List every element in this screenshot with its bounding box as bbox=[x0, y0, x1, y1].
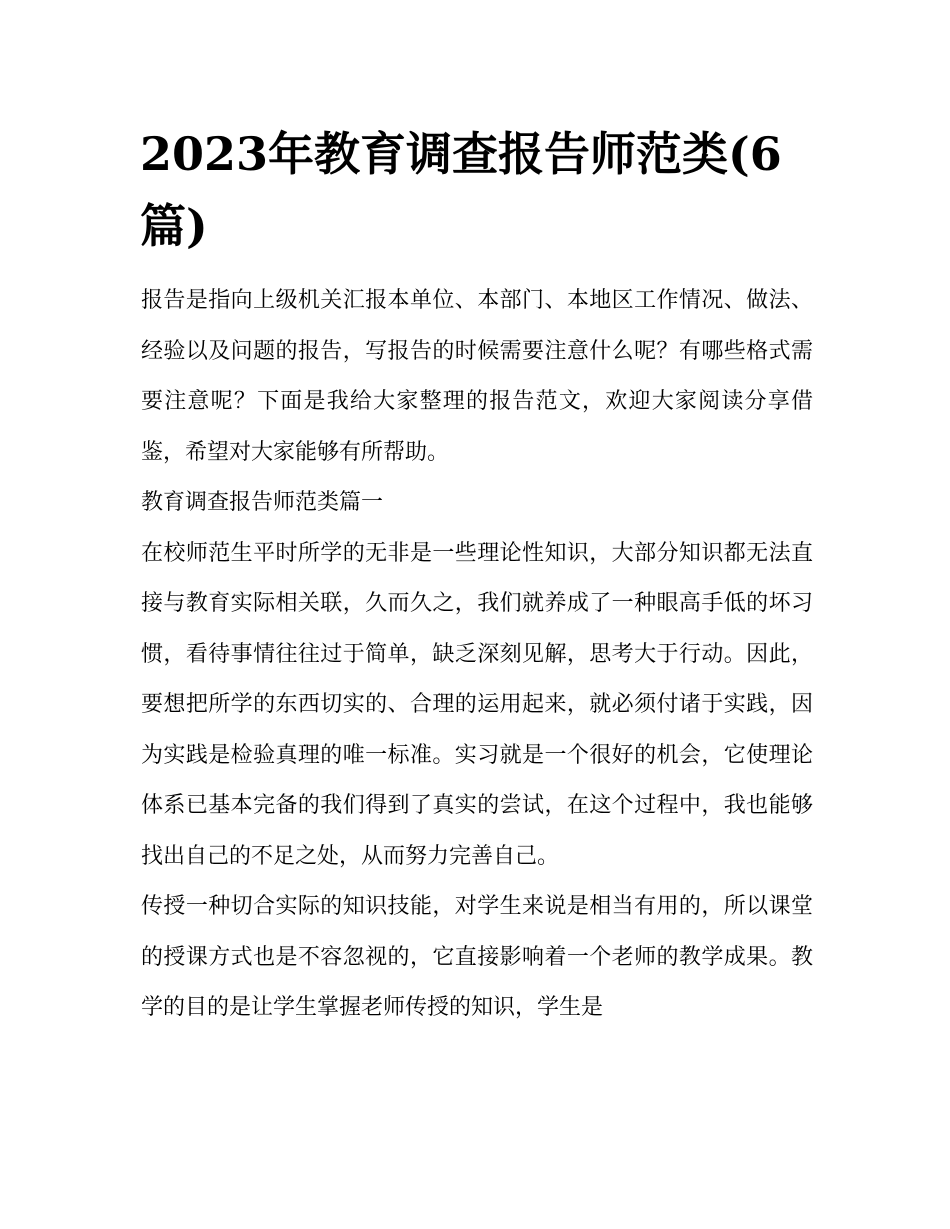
document-title: 2023年教育调查报告师范类(6篇) bbox=[140, 127, 782, 253]
body-paragraph: 传授一种切合实际的知识技能，对学生来说是相当有用的，所以课堂的授课方式也是不容忽视的，它直接影响着一个老师的教学成果。教学的目的是让学生掌握老师传授的知识，学生是 bbox=[141, 894, 813, 1020]
intro-paragraph: 报告是指向上级机关汇报本单位、本部门、本地区工作情况、做法、经验以及问题的报告，写报告的时候需要注意什么呢？有哪些格式需要注意呢？下面是我给大家整理的报告范文，欢迎大家阅读分享借鉴，希望对大家能够有所帮助。 bbox=[141, 288, 813, 465]
document-body bbox=[141, 276, 813, 1034]
section-heading: 教育调查报告师范类篇一 bbox=[141, 490, 384, 515]
body-paragraph: 在校师范生平时所学的无非是一些理论性知识，大部分知识都无法直接与教育实际相关联，久而久之，我们就养成了一种眼高手低的坏习惯，看待事情往往过于简单，缺乏深刻见解，思考大于行动。因此，要想把所学的东西切实的、合理的运用起来，就必须付诸于实践，因为实践是检验真理的唯一标准。实习就是一个很好的机会，它使理论体系已基本完备的我们得到了真实的尝试，在这个过程中，我也能够找出自己的不足之处，从而努力完善自己。 bbox=[141, 540, 813, 869]
